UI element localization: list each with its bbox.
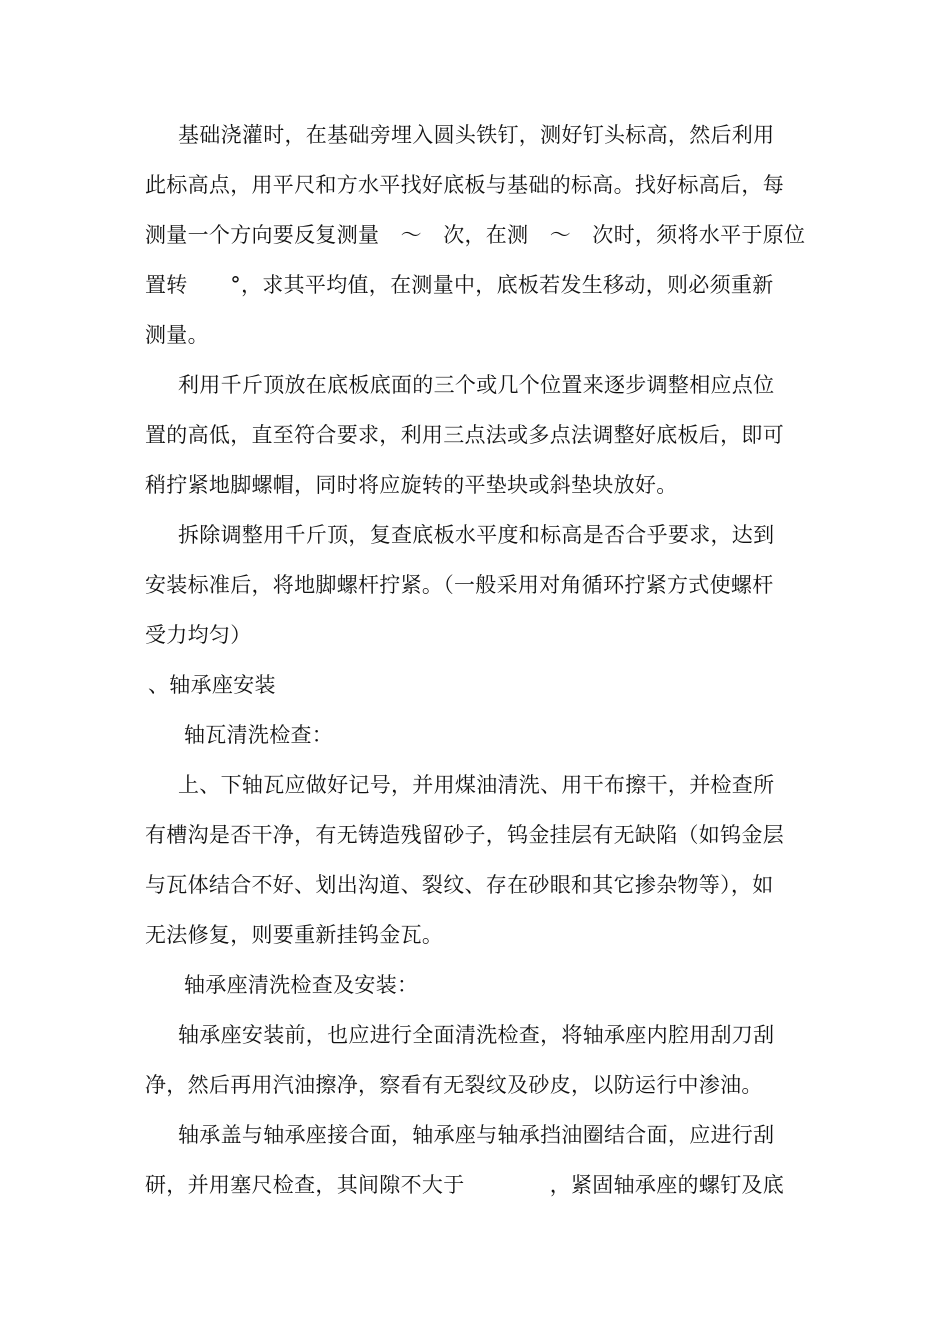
paragraph-2-line-1: 利用千斤顶放在底板底面的三个或几个位置来逐步调整相应点位 (178, 373, 775, 397)
subsection-2-heading: 轴承座清洗检查及安装： (184, 973, 419, 997)
paragraph-1-line-3: 测量一个方向要反复测量 ～ 次，在测 ～ 次时，须将水平于原位 (145, 223, 806, 247)
paragraph-3-line-1: 拆除调整用千斤顶，复查底板水平度和标高是否合乎要求，达到 (178, 523, 775, 547)
paragraph-6-line-2: 研，并用塞尺检查，其间隙不大于 ，紧固轴承座的螺钉及底 (145, 1173, 784, 1197)
paragraph-2-line-3: 稍拧紧地脚螺帽，同时将应旋转的平垫块或斜垫块放好。 (145, 473, 678, 497)
paragraph-3-line-2: 安装标准后，将地脚螺杆拧紧。（一般采用对角循环拧紧方式使螺杆 (145, 573, 774, 597)
paragraph-4-line-2: 有槽沟是否干净，有无铸造残留砂子，钨金挂层有无缺陷（如钨金层 (145, 823, 784, 847)
paragraph-4-line-1: 上、下轴瓦应做好记号，并用煤油清洗、用干布擦干，并检查所 (178, 773, 775, 797)
paragraph-5-line-1: 轴承座安装前，也应进行全面清洗检查，将轴承座内腔用刮刀刮 (178, 1023, 775, 1047)
section-heading: 、轴承座安装 (148, 673, 276, 697)
paragraph-4-line-4: 无法修复，则要重新挂钨金瓦。 (145, 923, 444, 947)
paragraph-5-line-2: 净，然后再用汽油擦净，察看有无裂纹及砂皮，以防运行中渗油。 (145, 1073, 763, 1097)
paragraph-1-line-1: 基础浇灌时，在基础旁埋入圆头铁钉，测好钉头标高，然后利用 (178, 123, 775, 147)
paragraph-1-line-5: 测量。 (145, 323, 209, 347)
paragraph-3-line-3: 受力均匀） (145, 623, 252, 647)
paragraph-2-line-2: 置的高低，直至符合要求，利用三点法或多点法调整好底板后，即可 (145, 423, 784, 447)
subsection-1-heading: 轴瓦清洗检查： (184, 723, 334, 747)
paragraph-4-line-3: 与瓦体结合不好、划出沟道、裂纹、存在砂眼和其它掺杂物等），如 (145, 873, 774, 897)
paragraph-1-line-2: 此标高点，用平尺和方水平找好底板与基础的标高。找好标高后，每 (145, 173, 784, 197)
paragraph-6-line-1: 轴承盖与轴承座接合面，轴承座与轴承挡油圈结合面，应进行刮 (178, 1123, 775, 1147)
paragraph-1-line-4: 置转 °，求其平均值，在测量中，底板若发生移动，则必须重新 (145, 273, 774, 297)
